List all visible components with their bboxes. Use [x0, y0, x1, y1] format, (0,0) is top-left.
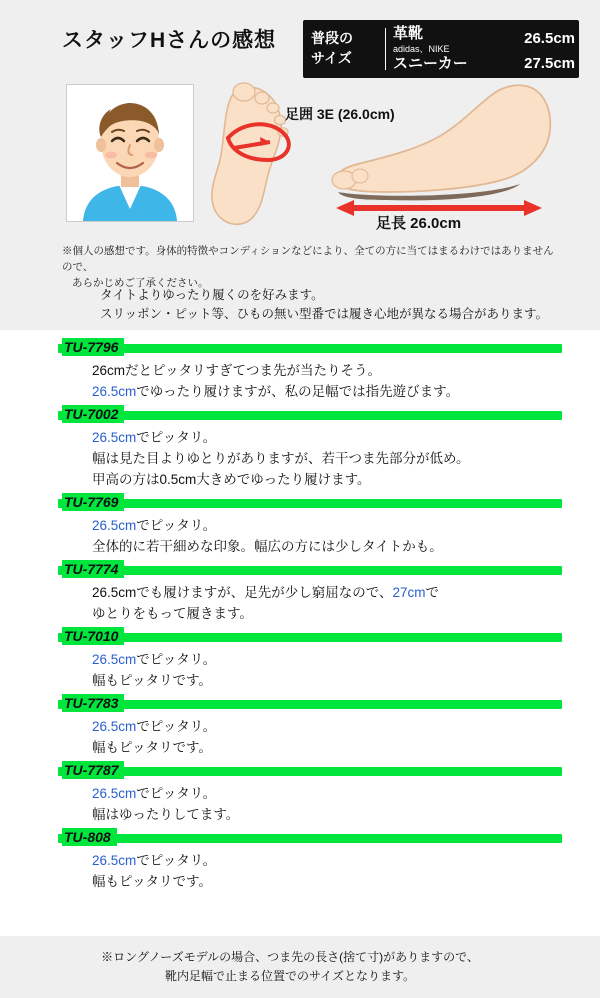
review-text-segment: 26.5cmでも履けますが、足先が少し窮屈なので、	[92, 585, 393, 600]
footer-note-line2: 靴内足幅で止まる位置でのサイズとなります。	[164, 969, 416, 983]
fit-preference-line2: スリッポン・ピット等、ひもの無い型番では履き心地が異なる場合があります。	[100, 307, 549, 321]
review-text-segment: でゆったり履けますが、私の足幅では指先遊びます。	[136, 384, 460, 399]
review-text-line	[92, 427, 600, 448]
foot-girth-label: 足囲 3E (26.0cm)	[285, 106, 395, 122]
foot-length-label: 足長 26.0cm	[376, 215, 462, 232]
shoe-size-sneaker: 27.5cm	[524, 55, 575, 72]
review-size-highlight: 26.5cm	[92, 430, 137, 445]
shoe-size-dress: 26.5cm	[524, 30, 575, 47]
review-item-bar	[58, 407, 562, 423]
review-item	[0, 407, 600, 490]
review-item-bar-fill	[58, 566, 562, 575]
review-text-segment: でピッタリ。	[136, 518, 217, 533]
foot-side-svg	[330, 80, 570, 205]
review-size-highlight: 27cm	[392, 585, 426, 600]
review-item-text	[0, 515, 600, 557]
review-text-segment: 26cmだとピッタリすぎてつま先が当たりそう。	[92, 363, 381, 378]
review-item-bar	[58, 629, 562, 645]
product-code[interactable]: TU-7769	[62, 493, 124, 511]
foot-side-illustration	[330, 80, 570, 205]
review-item	[0, 629, 600, 691]
review-item	[0, 340, 600, 402]
shoe-type-dress: 革靴	[393, 25, 424, 42]
review-item-bar-fill	[58, 499, 562, 508]
review-item-text	[0, 360, 600, 402]
shoe-brand-note: adidas、NIKE	[393, 44, 450, 54]
foot-sole-svg	[198, 80, 318, 230]
review-item-bar-fill	[58, 834, 562, 843]
usual-size-label-line2: サイズ	[311, 50, 352, 66]
review-item	[0, 763, 600, 825]
footer-panel	[0, 936, 600, 998]
product-code[interactable]: TU-7787	[62, 761, 124, 779]
disclaimer-note-line1: ※個人の感想です。身体的特徴やコンディションなどにより、全ての方に当てはまるわけではありませんので、	[62, 245, 554, 273]
review-item-bar	[58, 495, 562, 511]
product-code[interactable]: TU-7010	[62, 627, 124, 645]
review-text-segment: 幅もピッタリです。	[92, 740, 212, 755]
review-item	[0, 495, 600, 557]
review-text-segment: 幅はゆったりしてます。	[92, 807, 240, 822]
review-item-text	[0, 850, 600, 892]
review-item-bar-fill	[58, 767, 562, 776]
review-text-segment: でピッタリ。	[136, 719, 217, 734]
product-code[interactable]: TU-808	[62, 828, 117, 846]
review-list	[0, 330, 600, 892]
review-item-bar-fill	[58, 700, 562, 709]
review-text-segment: でピッタリ。	[136, 786, 217, 801]
review-text-line	[92, 515, 600, 536]
review-item	[0, 562, 600, 624]
review-item-bar-fill	[58, 344, 562, 353]
shoe-type-column	[393, 25, 503, 72]
review-size-highlight: 26.5cm	[92, 853, 137, 868]
review-text-line	[92, 649, 600, 670]
review-size-highlight: 26.5cm	[92, 384, 137, 399]
review-text-segment: ゆとりをもって履きます。	[92, 606, 253, 621]
review-text-line	[92, 536, 600, 557]
header-panel	[0, 0, 600, 330]
review-text-line	[92, 716, 600, 737]
disclaimer-note	[62, 243, 562, 291]
shoe-type-sneaker: スニーカー	[393, 55, 468, 72]
review-text-segment: で	[425, 585, 440, 600]
product-code[interactable]: TU-7783	[62, 694, 124, 712]
review-text-segment: 幅は見た目よりゆとりがありますが、若干つま先部分が低め。	[92, 451, 470, 466]
review-item-text	[0, 716, 600, 758]
review-item-bar	[58, 696, 562, 712]
product-code[interactable]: TU-7774	[62, 560, 124, 578]
review-text-segment: 甲高の方は0.5cm大きめでゆったり履けます。	[92, 472, 371, 487]
product-code[interactable]: TU-7796	[62, 338, 124, 356]
review-size-highlight: 26.5cm	[92, 652, 137, 667]
review-text-line	[92, 804, 600, 825]
review-size-highlight: 26.5cm	[92, 719, 137, 734]
review-text-line	[92, 381, 600, 402]
review-item-bar	[58, 763, 562, 779]
usual-size-box	[303, 20, 579, 78]
review-text-segment: 幅もピッタリです。	[92, 874, 212, 889]
page-title: スタッフHさんの感想	[62, 29, 277, 52]
review-text-segment: でピッタリ。	[136, 652, 217, 667]
review-item-bar-fill	[58, 633, 562, 642]
review-text-line	[92, 603, 600, 624]
review-text-line	[92, 871, 600, 892]
review-item-bar	[58, 830, 562, 846]
review-size-highlight: 26.5cm	[92, 518, 137, 533]
review-item-bar	[58, 340, 562, 356]
staff-portrait-photo	[66, 84, 194, 222]
review-item-text	[0, 783, 600, 825]
product-code[interactable]: TU-7002	[62, 405, 124, 423]
review-item	[0, 696, 600, 758]
review-size-highlight: 26.5cm	[92, 786, 137, 801]
review-text-line	[92, 469, 600, 490]
review-text-line	[92, 582, 600, 603]
review-text-segment: でピッタリ。	[136, 430, 217, 445]
review-text-segment: でピッタリ。	[136, 853, 217, 868]
usual-size-label-line1: 普段の	[311, 30, 353, 46]
review-text-line	[92, 360, 600, 381]
review-item	[0, 830, 600, 892]
review-item-text	[0, 582, 600, 624]
staff-portrait-illustration	[67, 85, 193, 221]
shoe-size-column	[499, 26, 575, 76]
usual-size-label	[311, 28, 383, 68]
review-text-line	[92, 448, 600, 469]
review-item-text	[0, 427, 600, 490]
review-text-line	[92, 737, 600, 758]
review-text-line	[92, 783, 600, 804]
review-text-line	[92, 670, 600, 691]
fit-preference-note	[100, 286, 580, 324]
disclaimer-note-line2: あらかじめご了承ください。	[72, 277, 209, 289]
review-item-bar-fill	[58, 411, 562, 420]
review-text-segment: 全体的に若干細めな印象。幅広の方には少しタイトかも。	[92, 539, 443, 554]
review-text-line	[92, 850, 600, 871]
fit-preference-line1: タイトよりゆったり履くのを好みます。	[100, 288, 324, 302]
review-item-bar	[58, 562, 562, 578]
footer-note	[0, 936, 600, 986]
size-box-divider	[385, 28, 386, 70]
foot-sole-illustration	[198, 80, 318, 230]
review-text-segment: 幅もピッタリです。	[92, 673, 212, 688]
review-item-text	[0, 649, 600, 691]
footer-note-line1: ※ロングノーズモデルの場合、つま先の長さ(捨て寸)がありますので、	[101, 950, 479, 964]
